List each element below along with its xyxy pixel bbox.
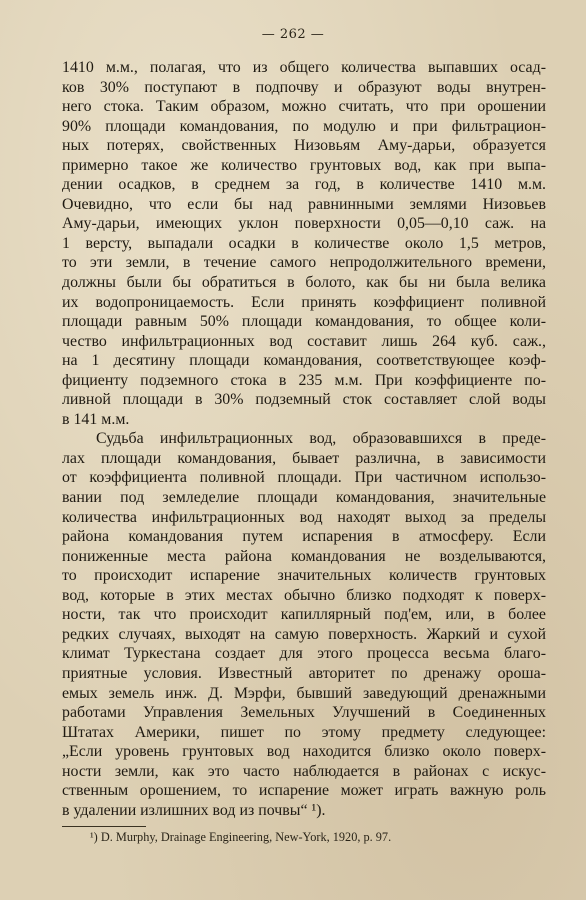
text-line: ков 30% поступают в подпочву и образуют воды внутрен- <box>62 78 546 96</box>
text-line: должны были бы обратиться в болото, как бы ни была велика <box>62 274 546 292</box>
text-line: вании под земледелие площади командования, значительные <box>62 489 546 507</box>
text-line: площади равным 50% площади командования, то общее коли- <box>62 313 546 331</box>
text-line: вод, которые в этих местах обычно близко подходят к поверх- <box>62 586 546 604</box>
text-line: лах площади командования, бывает различна, в зависимости <box>62 449 546 467</box>
text-line: фициенту подземного стока в 235 м.м. При коэффициенте по- <box>62 371 546 389</box>
text-line: от коэффициента поливной площади. При частичном использо- <box>62 469 546 487</box>
text-line: Аму-дарьи, имеющих уклон поверхности 0,05—0,10 саж. на <box>62 215 546 233</box>
text-line: климат Туркестана создает для этого процесса весьма благо- <box>62 645 546 663</box>
text-line: емых земель инж. Д. Мэрфи, бывший заведующий дренажными <box>62 684 546 702</box>
text-line: „Если уровень грунтовых вод находится близко около поверх- <box>62 743 546 761</box>
paragraph-2 <box>62 429 546 820</box>
text-line: ности земли, как это часто наблюдается в районах с искус- <box>62 762 546 780</box>
text-line: редких случаях, выходят на самую поверхность. Жаркий и сухой <box>62 625 546 643</box>
text-line: 1 версту, выпадали осадки в количестве около 1,5 метров, <box>62 234 546 252</box>
text-line: Судьба инфильтрационных вод, образовавшихся в преде- <box>96 430 546 448</box>
text-line: Штатах Америки, пишет по этому предмету следующее: <box>62 723 546 741</box>
text-line: пониженные места района командования не возделываются, <box>62 547 546 565</box>
text-line: ственным орошением, то испарение может играть важную роль <box>62 782 546 800</box>
page-number: — 262 — <box>261 27 325 42</box>
text-line: 90% площади командования, по модулю и при фильтрацион- <box>62 117 546 135</box>
footnote: ¹) D. Murphy, Drainage Engineering, New-York, 1920, p. 97. <box>90 830 392 844</box>
text-line: то происходит испарение значительных количеств грунтовых <box>62 567 546 585</box>
text-line: на 1 десятину площади командования, соответствующее коэф- <box>62 352 546 370</box>
text-line: ливной площади в 30% подземный сток составляет слой воды <box>62 391 546 409</box>
text-line: работами Управления Земельных Улучшений в Соединенных <box>62 704 546 722</box>
text-line: чество инфильтрационных вод составит лишь 264 куб. саж., <box>62 332 546 350</box>
text-line: количества инфильтрационных вод находят выход за пределы <box>62 508 546 526</box>
text-line: ных потерях, свойственных Низовьям Аму-дарьи, образуется <box>62 137 546 155</box>
text-line: дении осадков, в среднем за год, в количестве 1410 м.м. <box>62 176 546 194</box>
text-line: их водопроницаемость. Если принять коэффициент поливной <box>62 293 546 311</box>
text-line: в удалении излишних вод из почвы“ ¹). <box>62 801 326 819</box>
body-text <box>62 58 546 820</box>
text-line: в 141 м.м. <box>62 410 130 428</box>
footnote-divider <box>62 826 146 827</box>
text-line: приятные условия. Известный авторитет по дренажу ороша- <box>62 664 546 682</box>
text-line: района командования путем испарения в атмосферу. Если <box>62 528 546 546</box>
text-line: то эти земли, в течение самого непродолжительного времени, <box>62 254 546 272</box>
text-line: Очевидно, что если бы над равнинными землями Низовьев <box>62 195 546 213</box>
text-line: примерно такое же количество грунтовых вод, как при выпа- <box>62 156 546 174</box>
paragraph-1 <box>62 58 546 429</box>
text-line: 1410 м.м., полагая, что из общего количества выпавших осад- <box>62 59 546 76</box>
text-line: него стока. Таким образом, можно считать, что при орошении <box>62 98 546 116</box>
text-line: ности, так что происходит капиллярный под'ем, или, в более <box>62 606 546 624</box>
